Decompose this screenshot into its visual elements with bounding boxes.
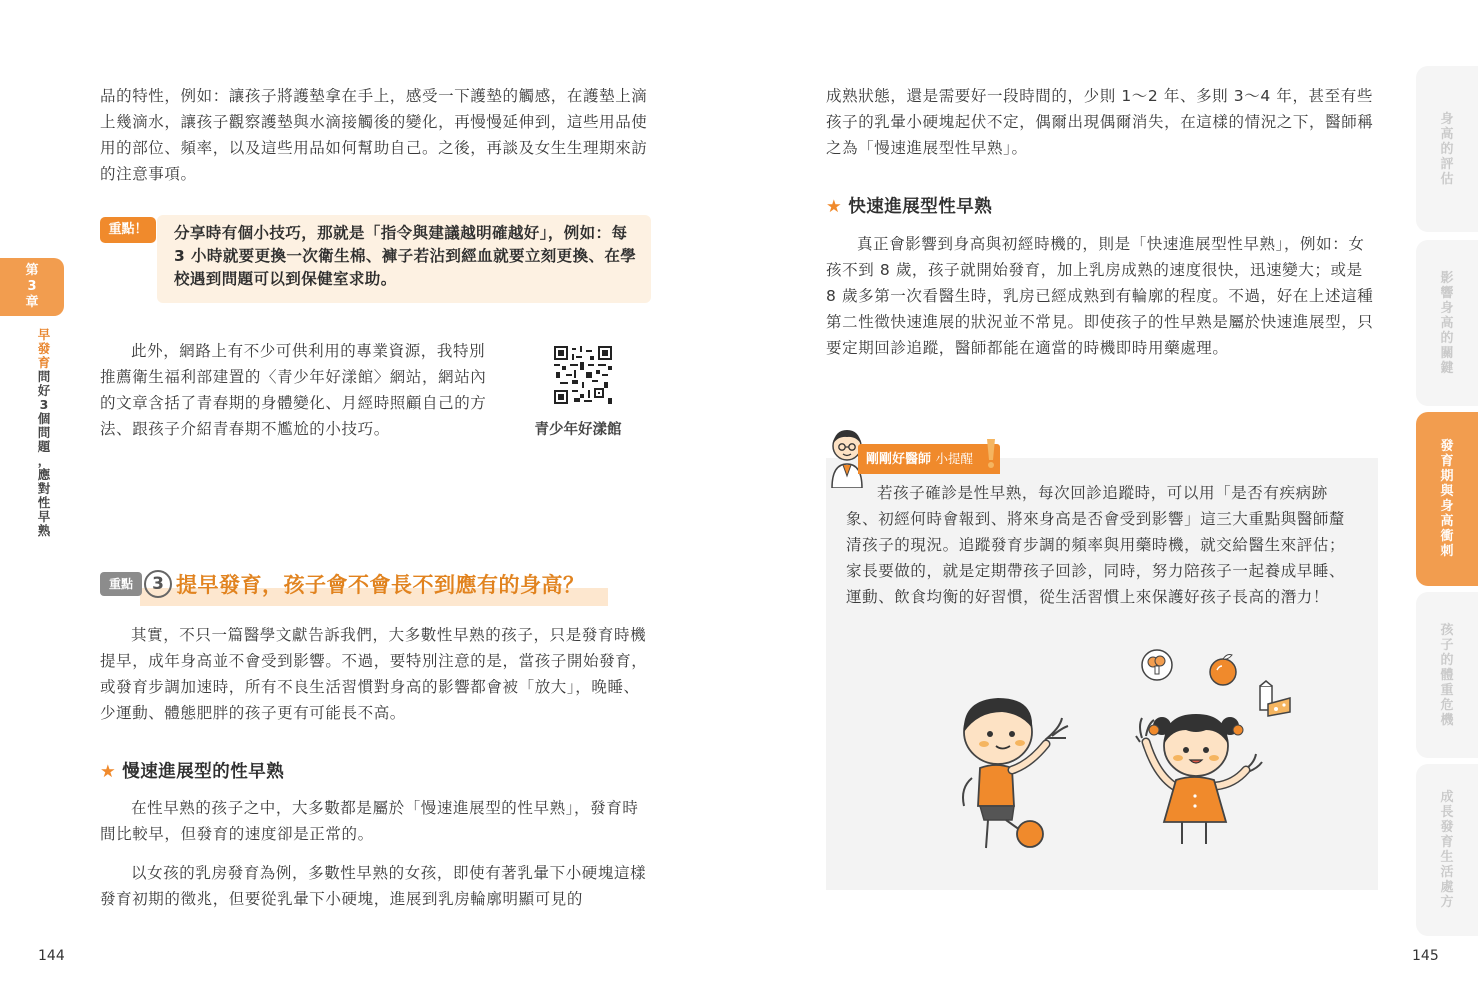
- broccoli-icon: [1140, 648, 1174, 682]
- running-title: [36, 328, 52, 538]
- intro-paragraph: 品的特性，例如：讓孩子將護墊拿在手上，感受一下護墊的觸感，在護墊上滴上幾滴水，讓孩子觀察護墊與水滴接觸後的變化，再慢慢延伸到，這些用品使用的部位、頻率，以及這些用品如何幫助自己。之後，再談及女生生理期來訪的注意事項。: [100, 87, 648, 183]
- chapter-tab-char: 章: [25, 295, 39, 310]
- section-title: 提早發育，孩子會不會長不到應有的身高？: [176, 572, 585, 597]
- side-tab-label: 成 長 發 育 生 活 處 方: [1440, 790, 1454, 910]
- side-tab-growth-prescription[interactable]: [1416, 764, 1478, 936]
- section-paragraph: 其實，不只一篇醫學文獻告訴我們，大多數性早熟的孩子，只是發育時機提早，成年身高並不會受到影響。不過，要特別注意的是，當孩子開始發育，或發育步調加速時，所有不良生活習慣對身高的影響都會被「放大」，晚睡、少運動、體態肥胖的孩子更有可能長不高。: [100, 626, 648, 722]
- section-heading: [100, 568, 608, 606]
- slow-paragraph-2: 以女孩的乳房發育為例，多數性早熟的女孩，即使有著乳暈下小硬塊這樣發育初期的徵兆，但要從乳暈下小硬塊，進展到乳房輪廓明顯可見的: [100, 864, 647, 908]
- slow-paragraph-1: 在性早熟的孩子之中，大多數都是屬於「慢速進展型的性早熟」，發育時間比較早，但發育的速度卻是正常的。: [100, 799, 639, 843]
- tip-banner: [858, 444, 1000, 474]
- side-tab-height-assessment[interactable]: [1416, 66, 1478, 232]
- exclamation-icon: [982, 438, 998, 470]
- chapter-tab-number: 3: [27, 279, 37, 294]
- page-number-right: 145: [1412, 948, 1439, 964]
- star-icon: ★: [100, 762, 117, 782]
- side-tab-puberty-growth[interactable]: [1416, 412, 1478, 586]
- star-icon: ★: [826, 197, 843, 217]
- running-title-rest: 問 好 3 個 問 題 ， 應 對 性 早 熟: [37, 369, 51, 538]
- tip-text: 若孩子確診是性早熟，每次回診追蹤時，可以用「是否有疾病跡象、初經何時會報到、將來身高是否會受到影響」這三大重點與醫師釐清孩子的現況。追蹤發育步調的頻率與用藥時機，就交給醫生來評估；家長要做的，就是定期帶孩子回診，同時，努力陪孩子一起養成早睡、運動、飲食均衡的好習慣，從生活習慣上來保護好孩子長高的潛力！: [846, 484, 1346, 606]
- side-tab-height-factors[interactable]: [1416, 240, 1478, 406]
- chapter-tab-char: 第: [25, 263, 39, 278]
- section-number: 3: [144, 570, 172, 598]
- chapter-tab: [0, 258, 64, 316]
- side-tab-label: 影 響 身 高 的 關 鍵: [1440, 270, 1454, 376]
- girl-illustration: [1134, 700, 1266, 850]
- side-tab-label: 孩 子 的 體 重 危 機: [1440, 622, 1454, 728]
- side-tab-weight-crisis[interactable]: [1416, 592, 1478, 758]
- tip-banner-main: 剛剛好醫師: [866, 452, 932, 467]
- sub-heading-slow: [100, 758, 284, 783]
- qr-caption: 青少年好漾館: [534, 422, 622, 438]
- sub-heading-text: 快速進展型性早熟: [848, 197, 993, 217]
- side-tab-label: 身 高 的 評 估: [1440, 111, 1454, 187]
- sub-heading-text: 慢速進展型的性早熟: [122, 762, 285, 782]
- tip-banner-small: 小提醒: [935, 451, 974, 466]
- running-title-accent: 早 發 育: [37, 327, 51, 370]
- note-tag: 重點！: [100, 217, 156, 243]
- note-text: 分享時有個小技巧，那就是「指令與建議越明確越好」，例如：每 3 小時就要更換一次衛生棉、褲子若沾到經血就要立刻更換、在學校遇到問題可以到保健室求助。: [174, 224, 637, 288]
- sub-heading-fast: [826, 193, 992, 218]
- qr-code-icon[interactable]: [554, 346, 612, 404]
- fast-paragraph: 真正會影響到身高與初經時機的，則是「快速進展型性早熟」，例如：女孩不到 8 歲，孩子就開始發育，加上乳房成熟的速度很快，迅速變大；或是 8 歲多第一次看醫生時，乳房已經成熟到有輪廓的程度。不過，好在上述這種第二性徵快速進展的狀況並不常見。即使孩子的性早熟是屬於快速進展型，只要定期回診追蹤，醫師都能在適當的時機即時用藥處理。: [826, 235, 1374, 357]
- orange-fruit-icon: [1207, 650, 1239, 688]
- continued-paragraph: 成熟狀態，還是需要好一段時間的，少則 1～2 年、多則 3～4 年，甚至有些孩子的乳暈小硬塊起伏不定，偶爾出現偶爾消失，在這樣的情況之下，醫師稱之為「慢速進展型性早熟」。: [826, 87, 1374, 157]
- boy-illustration: [950, 688, 1080, 854]
- side-tab-label: 發 育 期 與 身 高 衝 刺: [1440, 439, 1454, 559]
- section-tag: 重點: [100, 572, 142, 596]
- resources-paragraph: 此外，網路上有不少可供利用的專業資源，我特別推薦衛生福利部建置的〈青少年好漾館〉網站，網站內的文章含括了青春期的身體變化、月經時照顧自己的方法、跟孩子介紹青春期不尷尬的小技巧。: [100, 342, 487, 438]
- page-number-left: 144: [38, 948, 65, 964]
